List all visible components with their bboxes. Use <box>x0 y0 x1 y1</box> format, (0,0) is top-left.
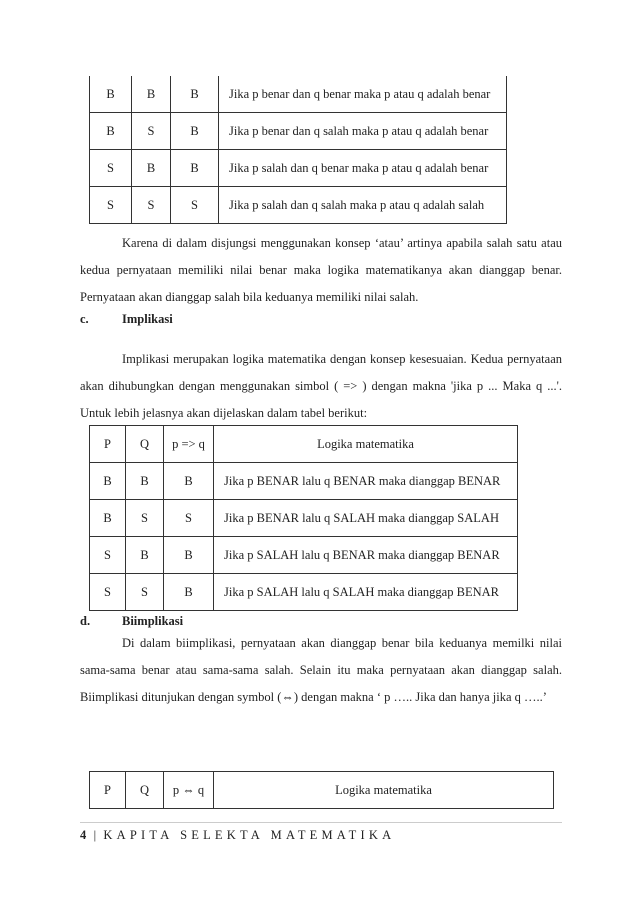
header-cell: p ⇔ q <box>164 772 214 809</box>
table-cell: S <box>90 537 126 574</box>
table-cell: B <box>90 113 132 150</box>
table-row <box>90 500 518 537</box>
table-cell: Jika p benar dan q salah maka p atau q adalah benar <box>219 113 507 150</box>
table-cell: Jika p salah dan q benar maka p atau q adalah benar <box>219 150 507 187</box>
table-row <box>90 76 507 113</box>
section-d-title: Biimplikasi <box>122 614 184 628</box>
disjunction-table <box>89 76 507 224</box>
table-cell: B <box>132 150 171 187</box>
table-cell: S <box>171 187 219 224</box>
table-cell: Jika p SALAH lalu q SALAH maka dianggap BENAR <box>214 574 518 611</box>
table-cell: B <box>171 150 219 187</box>
table-cell: S <box>126 574 164 611</box>
header-cell: Logika matematika <box>214 772 554 809</box>
table-cell: S <box>132 187 171 224</box>
table-cell: B <box>126 537 164 574</box>
table-cell: B <box>171 76 219 113</box>
table-cell: Jika p SALAH lalu q BENAR maka dianggap BENAR <box>214 537 518 574</box>
page-footer <box>80 828 395 843</box>
table-cell: Jika p BENAR lalu q BENAR maka dianggap BENAR <box>214 463 518 500</box>
footer-separator: | <box>93 828 97 842</box>
section-d-letter: d. <box>80 614 91 628</box>
header-cell: P <box>90 772 126 809</box>
section-c-letter: c. <box>80 312 89 326</box>
table-cell: Jika p salah dan q salah maka p atau q adalah salah <box>219 187 507 224</box>
table-cell: S <box>90 150 132 187</box>
header-cell: p => q <box>164 426 214 463</box>
table-cell: S <box>132 113 171 150</box>
table-cell: B <box>90 463 126 500</box>
table-cell: S <box>90 187 132 224</box>
table-cell: S <box>126 500 164 537</box>
implication-table <box>89 425 518 611</box>
footer-title: KAPITA SELEKTA MATEMATIKA <box>103 828 396 842</box>
table-header-row <box>90 772 554 809</box>
table-row <box>90 463 518 500</box>
table-row <box>90 150 507 187</box>
header-cell: Q <box>126 426 164 463</box>
table-cell: S <box>164 500 214 537</box>
table-cell: B <box>164 463 214 500</box>
paragraph-biimplication: Di dalam biimplikasi, pernyataan akan dianggap benar bila keduanya memilki nilai sama-sama benar atau sama-sama salah. Selain itu maka pernyataan akan dianggap salah. Biimplikasi ditunjukan dengan symbol (⇔) dengan makna ‘ p ….. Jika dan hanya jika q …..’ <box>80 636 562 704</box>
table-cell: B <box>132 76 171 113</box>
table-cell: B <box>164 537 214 574</box>
biimplication-table <box>89 771 554 809</box>
table-cell: Jika p BENAR lalu q SALAH maka dianggap SALAH <box>214 500 518 537</box>
table-row <box>90 187 507 224</box>
table-cell: B <box>90 76 132 113</box>
paragraph-implication: Implikasi merupakan logika matematika dengan konsep kesesuaian. Kedua pernyataan akan dihubungkan dengan menggunakan simbol ( => ) dengan makna 'jika p ... Maka q ...'. Untuk lebih jelasnya akan dijelaskan dalam tabel berikut: <box>80 352 562 420</box>
table-row <box>90 113 507 150</box>
header-cell: Q <box>126 772 164 809</box>
footer-rule <box>80 822 562 823</box>
page-number: 4 <box>80 828 87 842</box>
header-cell: Logika matematika <box>214 426 518 463</box>
table-cell: S <box>90 574 126 611</box>
table-cell: B <box>164 574 214 611</box>
table-cell: B <box>171 113 219 150</box>
table-row <box>90 574 518 611</box>
table-cell: B <box>126 463 164 500</box>
paragraph-disjunction: Karena di dalam disjungsi menggunakan konsep ‘atau’ artinya apabila salah satu atau kedua pernyataan memiliki nilai benar maka logika matematikanya akan dianggap benar. Pernyataan akan dianggap salah bila keduanya memiliki nilai salah. <box>80 236 562 304</box>
section-c-title: Implikasi <box>122 312 173 326</box>
header-cell: P <box>90 426 126 463</box>
table-cell: Jika p benar dan q benar maka p atau q adalah benar <box>219 76 507 113</box>
table-cell: B <box>90 500 126 537</box>
table-header-row <box>90 426 518 463</box>
table-row <box>90 537 518 574</box>
